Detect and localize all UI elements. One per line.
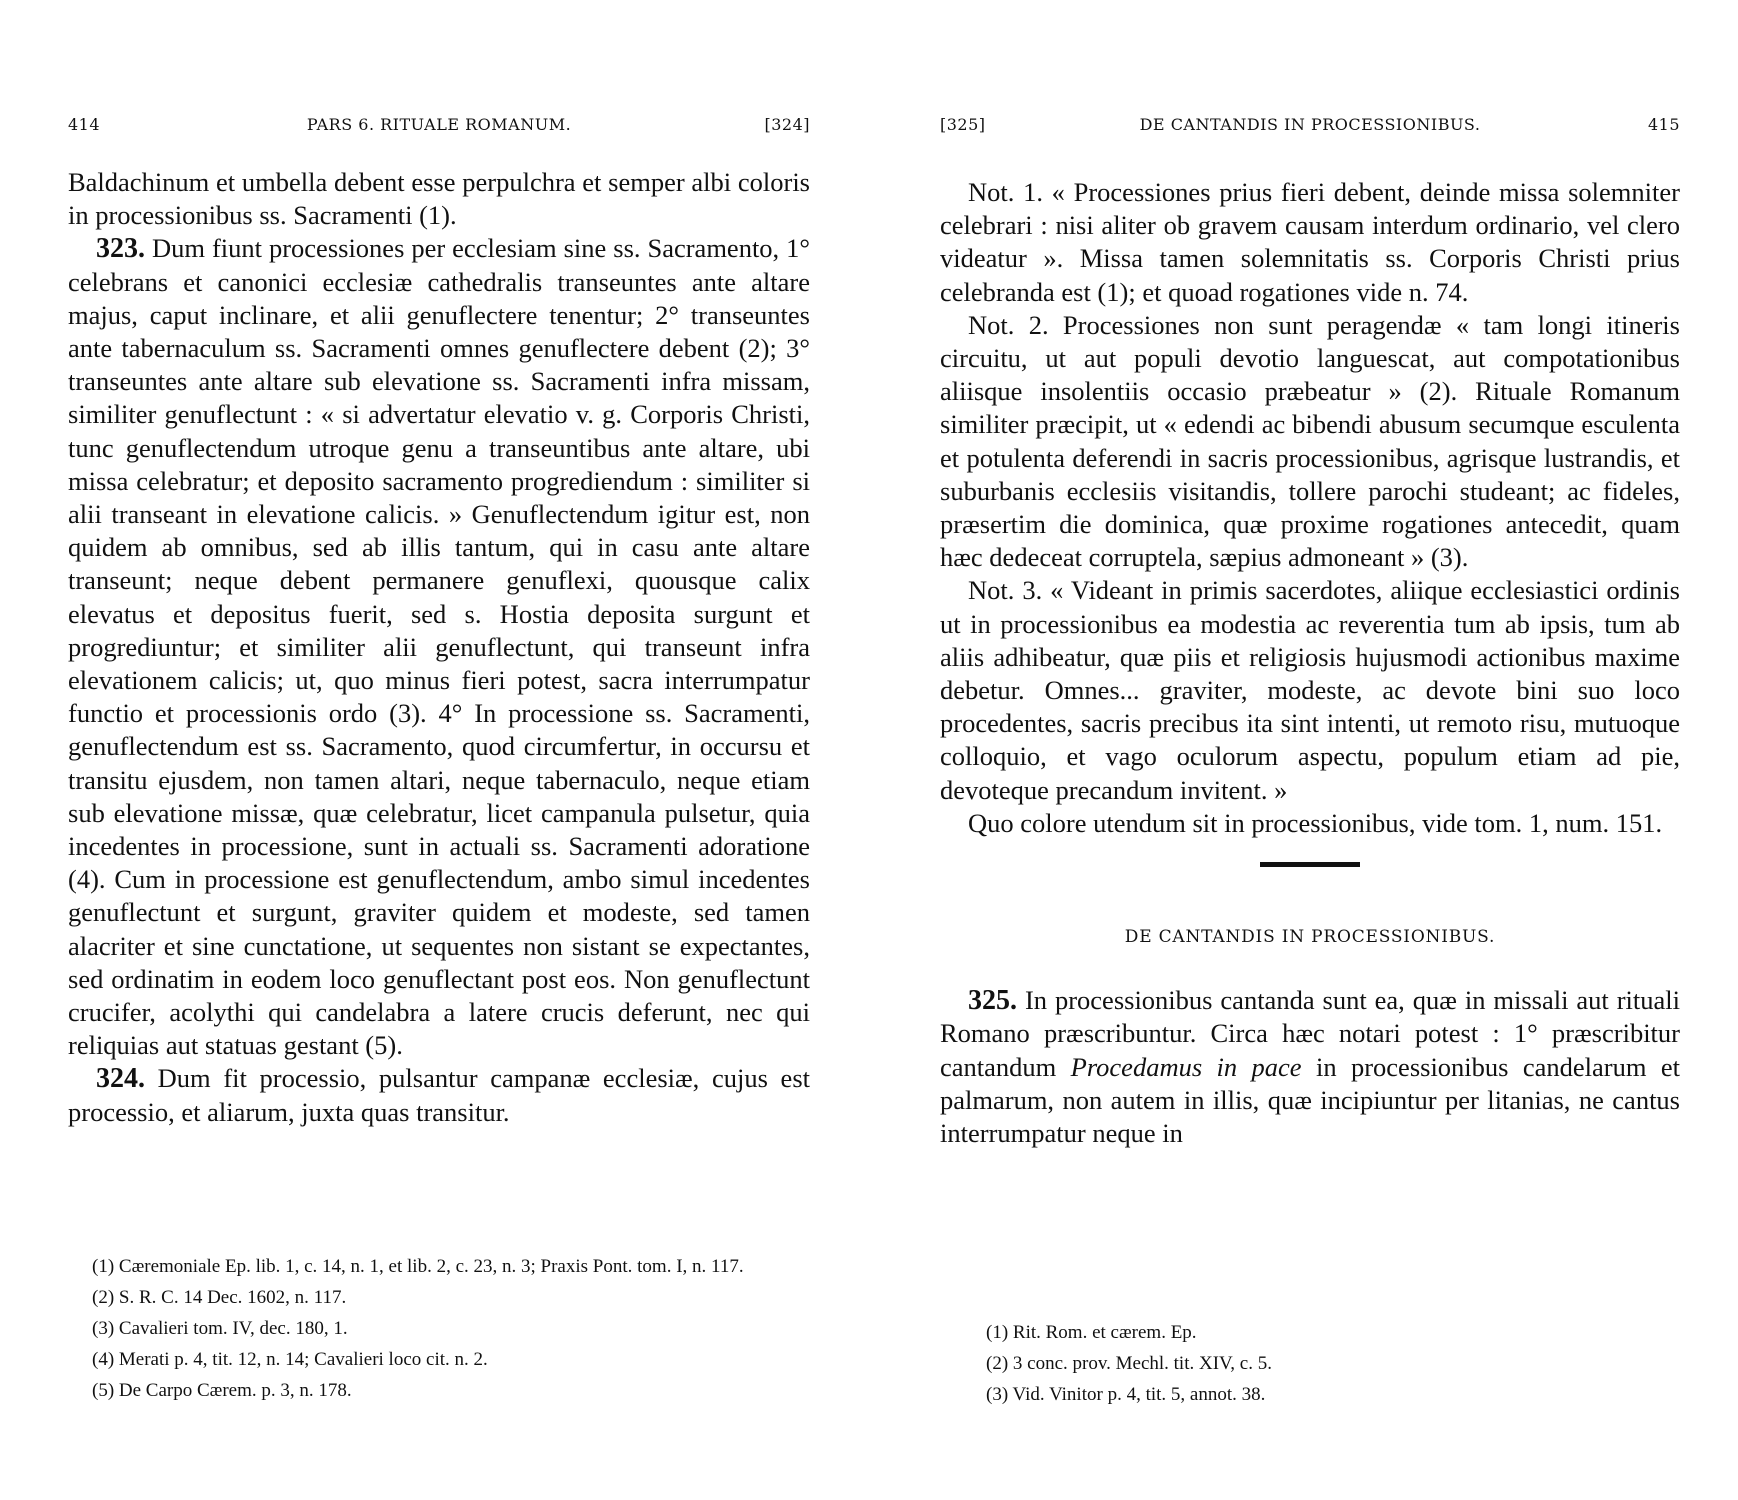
numbered-paragraph-323 xyxy=(68,232,810,1062)
bracket-page-number: [324] xyxy=(764,115,810,134)
right-footnotes xyxy=(962,1317,1680,1410)
left-page-header xyxy=(68,115,810,139)
paragraph-number: 323. xyxy=(96,233,145,265)
bracket-page-number: [325] xyxy=(940,115,986,134)
paragraph-text: In processionibus cantanda sunt ea, quæ in missali aut rituali Romano præscribuntur. Circa hæc notari potest : 1° præscribitur cantandum xyxy=(940,985,1681,1082)
note-paragraph: Not. 1. « Processiones prius fieri debent, deinde missa solemniter celebrari : nisi aliter ob gravem causam interdum ordinario, vel clero videatur ». Missa tamen solemnitatis ss. Corporis Christi prius celebranda est (1); et quoad rogationes vide n. 74. xyxy=(940,177,1680,307)
italic-phrase: Procedamus in pace xyxy=(1070,1051,1302,1082)
paragraph-text: in processionibus candelarum et palmarum, non autem in illis, quæ incipiuntur per litanias, ne cantus interrumpatur neque in xyxy=(940,1051,1680,1149)
right-page-header xyxy=(940,115,1680,139)
footnote: (1) Rit. Rom. et cærem. Ep. xyxy=(986,1322,1197,1343)
left-footnotes xyxy=(68,1251,810,1406)
page-number: 415 xyxy=(1647,115,1680,134)
left-page xyxy=(68,0,810,1500)
paragraph: Baldachinum et umbella debent esse perpulchra et semper albi coloris in processionibus ss. Sacramenti (1). xyxy=(68,167,810,231)
right-page-body xyxy=(940,176,1680,1150)
left-page-body xyxy=(68,166,810,1129)
section-title: DE CANTANDIS IN PROCESSIONIBUS. xyxy=(1124,927,1496,948)
footnote: (1) Cæremoniale Ep. lib. 1, c. 14, n. 1, et lib. 2, c. 23, n. 3; Praxis Pont. tom. I, n. 117. xyxy=(92,1256,744,1277)
footnote: (3) Cavalieri tom. IV, dec. 180, 1. xyxy=(92,1318,348,1339)
section-divider xyxy=(1260,862,1360,867)
footnote: (5) De Carpo Cærem. p. 3, n. 178. xyxy=(92,1380,352,1401)
footnote: (4) Merati p. 4, tit. 12, n. 14; Cavalieri loco cit. n. 2. xyxy=(92,1349,488,1370)
paragraph-number: 324. xyxy=(96,1063,145,1095)
paragraph-number: 325. xyxy=(968,985,1017,1017)
numbered-paragraph-324 xyxy=(68,1062,810,1128)
numbered-paragraph-325 xyxy=(940,984,1680,1150)
footnote: (2) S. R. C. 14 Dec. 1602, n. 117. xyxy=(92,1287,347,1308)
paragraph-text: Dum fiunt processiones per ecclesiam sine ss. Sacramento, 1° celebrans et canonici ecclesiæ cathedralis transeuntes ante altare majus, caput inclinare, et alii genuflectere tenentur; 2° transeuntes ante tabernaculum ss. Sacramenti omnes genuflectere debent (2); 3° transeuntes ante altare sub elevatione ss. Sacramenti infra missam, similiter genuflectunt : « si advertatur elevatio v. g. Corporis Christi, tunc genuflectendum utroque genu a transeuntibus ante altare, ubi missa celebratur; et deposito sacramento progrediendum : similiter si alii transeant in elevatione calicis. » Genuflectendum igitur est, non quidem ab omnibus, sed ab illis tantum, qui in casu ante altare transeunt; neque debent permanere genuflexi, quousque calix elevatus et depositus fuerit, sed s. Hostia deposita surgunt et progrediuntur; et similiter alii genuflectunt, qui transeunt infra elevationem calicis; ut, quo minus fieri potest, sacra interrumpatur functio et processionis ordo (3). 4° In processione ss. Sacramenti, genuflectendum est ss. Sacramento, quod circumfertur, in occursu et transitu ejusdem, non tamen altari, neque tabernaculo, neque etiam sub elevatione missæ, quæ celebratur, licet campanula pulsetur, quia incedentes in processione, sunt in actuali ss. Sacramenti adoratione (4). Cum in processione est genuflectendum, ambo simul incedentes genuflectunt et surgunt, graviter quidem et modeste, sed tamen alacriter et sine cunctatione, ut sequentes non sistant se expectantes, sed ordinatim in eodem loco genuflectant post eos. Non genuflectunt crucifer, acolythi qui candelabra a latere crucis deferunt, nec qui reliquias aut statuas gestant (5). xyxy=(68,233,811,1061)
running-title: DE CANTANDIS IN PROCESSIONIBUS. xyxy=(1139,115,1481,134)
note-paragraph: Not. 3. « Videant in primis sacerdotes, aliique ecclesiastici ordinis ut in processionibus ea modestia ac reverentia tum ab ipsis, tum ab aliis adhibeatur, quæ piis et religiosis hujusmodi actionibus maxime debetur. Omnes... graviter, modeste, ac devote bini suo loco procedentes, sacris precibus ita sint intenti, ut remoto risu, mutuoque colloquio, et vago oculorum aspectu, populum etiam ad pie, devoteque precandum invitent. » xyxy=(940,575,1680,805)
note-paragraph: Not. 2. Processiones non sunt peragendæ « tam longi itineris circuitu, ut aut populi devotio languescat, aut compotationibus aliisque insolentiis occasio præbeatur » (2). Rituale Romanum similiter præcipit, ut « edendi ac bibendi abusum secumque esculenta et potulenta deferendi in sacris processionibus, agrisque lustrandis, et suburbanis ecclesiis visitandis, tollere parochi studeant; ac fideles, præsertim die dominica, quæ proxime rogationes antecedit, quam hæc dedeceat corruptela, sæpius admoneant » (3). xyxy=(940,309,1680,573)
footnote: (2) 3 conc. prov. Mechl. tit. XIV, c. 5. xyxy=(986,1353,1272,1374)
page-number: 414 xyxy=(68,115,101,134)
running-title: PARS 6. RITUALE ROMANUM. xyxy=(306,115,572,134)
paragraph: Quo colore utendum sit in processionibus, vide tom. 1, num. 151. xyxy=(968,807,1663,838)
paragraph-text: Dum fit processio, pulsantur campanæ ecclesiæ, cujus est processio, et aliarum, juxta quas transitur. xyxy=(68,1063,810,1127)
footnote: (3) Vid. Vinitor p. 4, tit. 5, annot. 38. xyxy=(986,1384,1266,1405)
right-page xyxy=(940,0,1680,1500)
